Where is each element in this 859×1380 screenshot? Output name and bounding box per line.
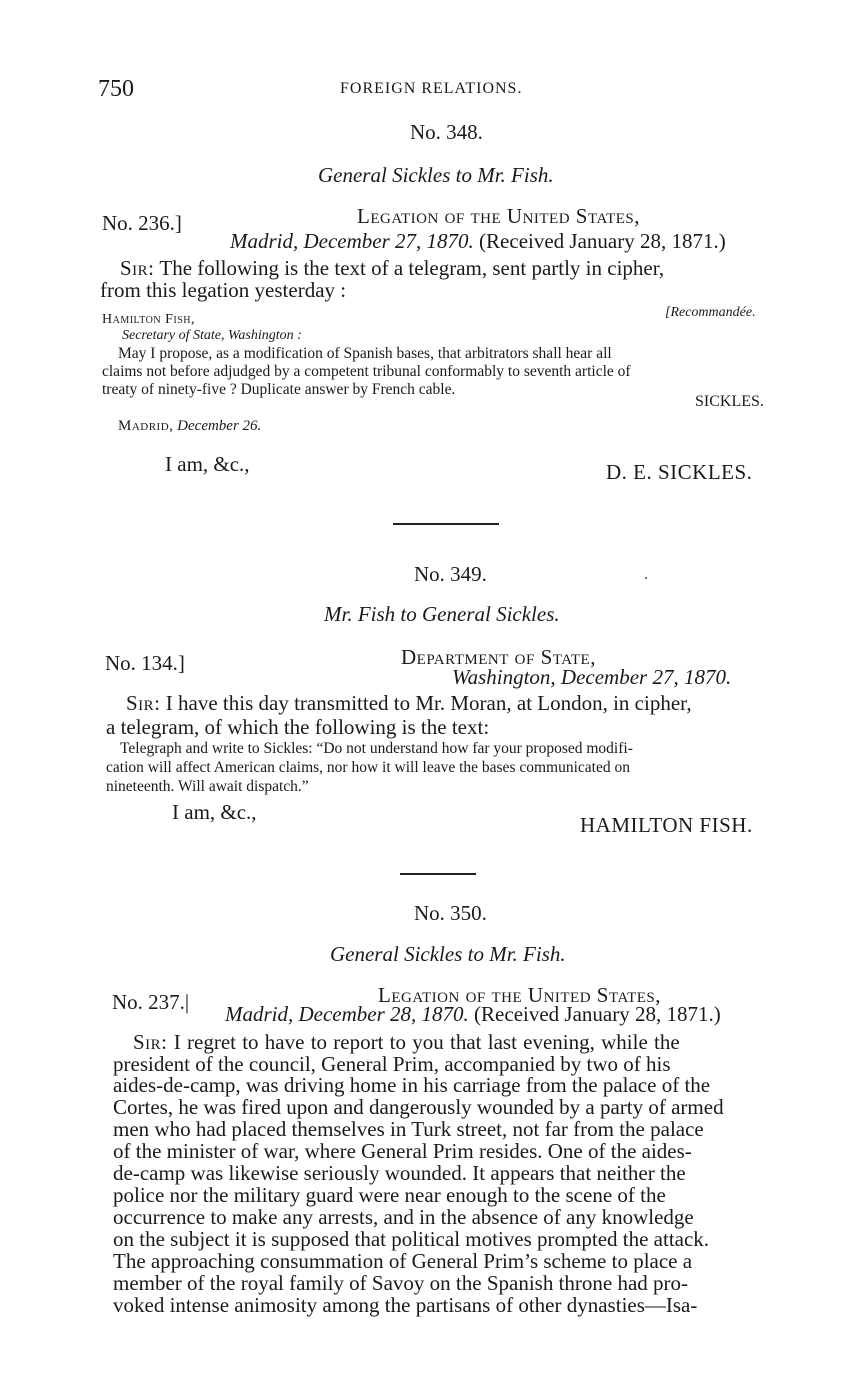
doc348-dateline-small xyxy=(118,418,261,435)
doc348-dateline xyxy=(230,229,726,254)
doc350-body-line-4: men who had placed themselves in Turk street, not far from the palace xyxy=(113,1117,704,1141)
doc350-body-line-5: of the minister of war, where General Prim resides. One of the aides- xyxy=(113,1139,692,1163)
doc350-body-line-6: de-camp was likewise seriously wounded. It appears that neither the xyxy=(113,1161,686,1185)
doc349-telegram-line3: nineteenth. Will await dispatch.” xyxy=(106,778,309,795)
doc348-ref: No. 236.] xyxy=(102,211,182,235)
doc350-body-line-3: Cortes, he was fired upon and dangerously wounded by a party of armed xyxy=(113,1095,724,1119)
doc348-intro-text1: The following is the text of a telegram, sent partly in cipher, xyxy=(159,256,665,280)
doc350-origin: Legation of the United States, xyxy=(378,983,662,1007)
doc350-body-line-8: occurrence to make any arrests, and in the absence of any knowledge xyxy=(113,1205,694,1229)
running-head: FOREIGN RELATIONS. xyxy=(340,80,523,97)
doc349-closing: I am, &c., xyxy=(172,800,257,824)
doc350-body-line-7: police nor the military guard were near enough to the scene of the xyxy=(113,1183,666,1207)
doc348-place-date: Madrid, December 27, 1870. xyxy=(230,229,474,253)
doc350-body-line-1: president of the council, General Prim, accompanied by two of his xyxy=(113,1052,671,1076)
doc348-telegram-line2: claims not before adjudged by a competent tribunal conformably to seventh article of xyxy=(102,363,631,380)
doc350-body-line-2: aides-de-camp, was driving home in his carriage from the palace of the xyxy=(113,1073,711,1097)
doc348-dateline-place: Madrid, xyxy=(118,418,174,434)
doc350-body-text-0: I regret to have to report to you that last evening, while the xyxy=(173,1030,680,1054)
page-number: 750 xyxy=(98,76,134,102)
doc348-origin: Legation of the United States, xyxy=(357,204,641,228)
section-divider xyxy=(393,523,499,525)
doc348-intro-line2: from this legation yesterday : xyxy=(100,278,347,302)
doc348-dateline-date: December 26. xyxy=(177,418,262,434)
doc349-intro-line2: a telegram, of which the following is the text: xyxy=(106,715,490,739)
doc349-intro-line1 xyxy=(126,691,692,716)
doc348-salutation: Sir: xyxy=(120,256,155,280)
doc349-origin: Department of State, xyxy=(401,645,596,669)
doc350-place-date: Madrid, December 28, 1870. xyxy=(225,1002,469,1026)
doc349-telegram-line1: Telegraph and write to Sickles: “Do not understand how far your proposed modifi- xyxy=(120,740,633,757)
doc350-body-line-9: on the subject it is supposed that political motives prompted the attack. xyxy=(113,1227,710,1251)
doc348-telegram-line1: May I propose, as a modification of Spanish bases, that arbitrators shall hear all xyxy=(118,345,612,362)
doc349-heading: No. 349. xyxy=(414,562,487,586)
doc349-place-date: Washington, December 27, 1870. xyxy=(452,665,732,689)
doc350-heading: No. 350. xyxy=(414,901,487,925)
doc348-recommandee: [Recommandée. xyxy=(665,305,756,320)
section-divider-2 xyxy=(400,873,476,875)
doc348-telegram-line3: treaty of ninety-five ? Duplicate answer by French cable. xyxy=(102,381,456,398)
doc350-dateline xyxy=(225,1002,721,1027)
doc348-addressee-title: Secretary of State, Washington : xyxy=(122,328,302,343)
doc348-addressee: Hamilton Fish, xyxy=(102,312,196,327)
doc350-body-line-11: member of the royal family of Savoy on the Spanish throne had pro- xyxy=(113,1271,689,1295)
doc349-title: Mr. Fish to General Sickles. xyxy=(324,602,560,626)
doc348-closing: I am, &c., xyxy=(165,452,250,476)
doc348-telegram-signature: SICKLES. xyxy=(695,393,764,410)
doc350-ref: No. 237.| xyxy=(112,990,190,1014)
doc348-received: (Received January 28, 1871.) xyxy=(479,229,726,253)
doc348-signature: D. E. SICKLES. xyxy=(606,460,753,484)
doc350-title: General Sickles to Mr. Fish. xyxy=(330,942,566,966)
doc350-body-line-12: voked intense animosity among the partisans of other dynasties—Isa- xyxy=(113,1293,698,1317)
doc348-heading: No. 348. xyxy=(410,120,483,144)
doc349-intro-text1: I have this day transmitted to Mr. Moran, at London, in cipher, xyxy=(165,691,692,715)
doc350-salutation: Sir: xyxy=(133,1030,168,1054)
doc350-body-line-10: The approaching consummation of General Prim’s scheme to place a xyxy=(113,1249,693,1273)
doc349-salutation: Sir: xyxy=(126,691,161,715)
print-speck xyxy=(645,577,647,579)
doc349-ref: No. 134.] xyxy=(105,651,185,675)
doc348-title: General Sickles to Mr. Fish. xyxy=(318,163,554,187)
doc349-signature: HAMILTON FISH. xyxy=(580,813,753,837)
doc349-telegram-line2: cation will affect American claims, nor how it will leave the bases communicated on xyxy=(106,759,630,776)
doc350-received: (Received January 28, 1871.) xyxy=(474,1002,721,1026)
